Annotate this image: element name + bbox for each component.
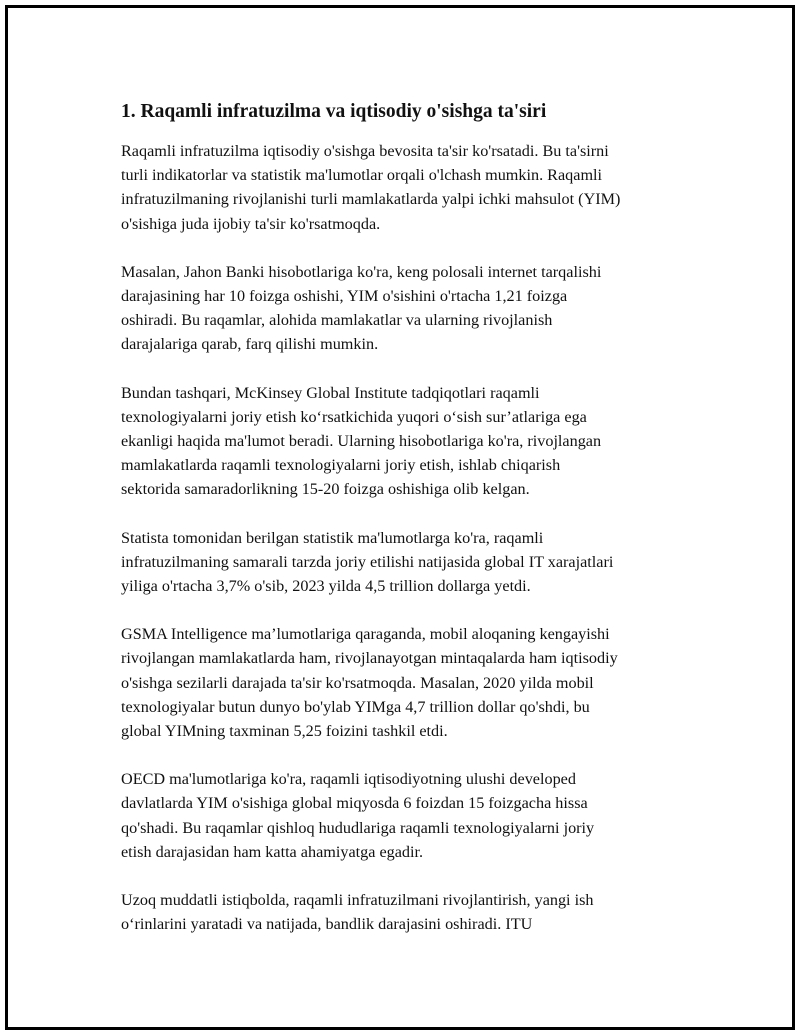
text-line: turli indikatorlar va statistik ma'lumotlar orqali o'lchash mumkin. Raqamli <box>121 166 603 185</box>
section-heading: 1. Raqamli infratuzilma va iqtisodiy o'sishga ta'siri <box>121 101 547 122</box>
text-line: Masalan, Jahon Banki hisobotlariga ko'ra, keng polosali internet tarqalishi <box>121 262 602 281</box>
text-line: darajalariga qarab, farq qilishi mumkin. <box>121 335 379 354</box>
text-line: Statista tomonidan berilgan statistik ma'lumotlarga ko'ra, raqamli <box>121 528 544 547</box>
paragraph-long-term <box>121 888 701 936</box>
text-line: infratuzilmaning samarali tarzda joriy etilishi natijasida global IT xarajatlari <box>121 552 614 571</box>
text-line: mamlakatlarda raqamli texnologiyalarni joriy etish, ishlab chiqarish <box>121 456 561 475</box>
text-line: o'sishga sezilarli darajada ta'sir ko'rsatmoqda. Masalan, 2020 yilda mobil <box>121 673 594 692</box>
paragraph-statista <box>121 526 701 599</box>
text-line: o‘rinlarini yaratadi va natijada, bandlik darajasini oshiradi. ITU <box>121 915 533 934</box>
text-line: Bundan tashqari, McKinsey Global Institute tadqiqotlari raqamli <box>121 383 540 402</box>
text-line: oshiradi. Bu raqamlar, alohida mamlakatlar va ularning rivojlanish <box>121 311 553 330</box>
text-line: qo'shadi. Bu raqamlar qishloq hududlariga raqamli texnologiyalarni joriy <box>121 818 595 837</box>
text-line: ekanligi haqida ma'lumot beradi. Ularning hisobotlariga ko'ra, rivojlangan <box>121 432 602 451</box>
text-line: o'sishiga juda ijobiy ta'sir ko'rsatmoqda. <box>121 214 381 233</box>
paragraph-intro <box>121 139 701 236</box>
text-line: texnologiyalar butun dunyo bo'ylab YIMga 4,7 trillion dollar qo'shdi, bu <box>121 697 590 716</box>
text-line: Raqamli infratuzilma iqtisodiy o'sishga bevosita ta'sir ko'rsatadi. Bu ta'sirni <box>121 142 609 160</box>
text-line: infratuzilmaning rivojlanishi turli mamlakatlarda yalpi ichki mahsulot (YIM) <box>121 190 621 209</box>
page-frame <box>5 5 795 1030</box>
text-line: GSMA Intelligence ma’lumotlariga qaraganda, mobil aloqaning kengayishi <box>121 625 610 644</box>
text-line: Uzoq muddatli istiqbolda, raqamli infratuzilmani rivojlantirish, yangi ish <box>121 891 594 910</box>
text-line: etish darajasidan ham katta ahamiyatga egadir. <box>121 842 424 861</box>
text-line: darajasining har 10 foizga oshishi, YIM o'sishini o'rtacha 1,21 foizga <box>121 287 568 306</box>
paragraph-mckinsey <box>121 381 701 502</box>
document-body <box>121 99 701 960</box>
text-line: texnologiyalarni joriy etish ko‘rsatkichida yuqori o‘sish sur’atlariga ega <box>121 407 587 426</box>
text-line: global YIMning taxminan 5,25 foizini tashkil etdi. <box>121 722 448 741</box>
text-line: rivojlangan mamlakatlarda ham, rivojlanayotgan mintaqalarda ham iqtisodiy <box>121 649 618 668</box>
paragraph-world-bank <box>121 260 701 357</box>
text-line: OECD ma'lumotlariga ko'ra, raqamli iqtisodiyotning ulushi developed <box>121 770 576 789</box>
text-line: sektorida samaradorlikning 15-20 foizga oshishiga olib kelgan. <box>121 480 530 499</box>
paragraph-oecd <box>121 767 701 864</box>
text-line: davlatlarda YIM o'sishiga global miqyosda 6 foizdan 15 foizgacha hissa <box>121 794 588 813</box>
text-line: yiliga o'rtacha 3,7% o'sib, 2023 yilda 4,5 trillion dollarga yetdi. <box>121 577 531 596</box>
paragraph-gsma <box>121 622 701 743</box>
